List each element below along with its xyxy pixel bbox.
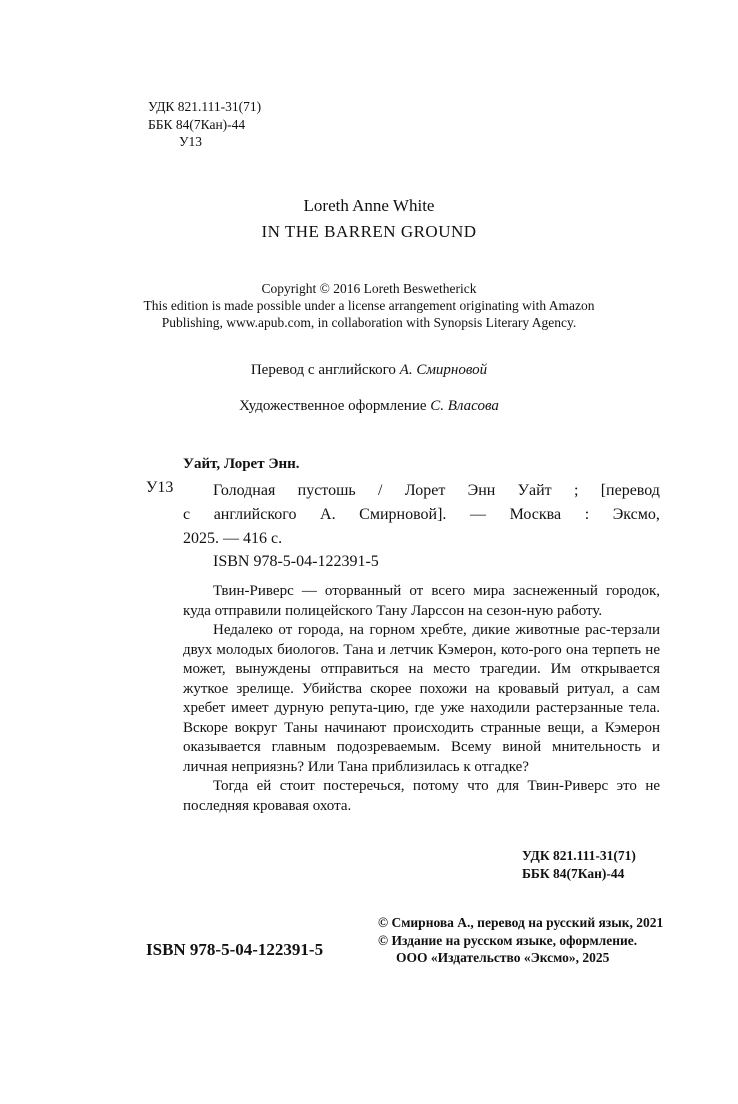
footer-udk: УДК 821.111-31(71) xyxy=(522,848,636,863)
footer-isbn: ISBN 978-5-04-122391-5 xyxy=(146,940,324,959)
classification-block xyxy=(148,98,261,151)
bib-word: / xyxy=(378,482,383,499)
bib-word: Смирновой]. xyxy=(359,506,447,523)
footer-classification xyxy=(522,847,636,882)
bib-word: Голодная xyxy=(213,482,276,499)
bibliographic-heading: Уайт, Лорет Энн. xyxy=(183,456,300,472)
copyright-line: This edition is made possible under a license arrangement originating with Amazon xyxy=(143,298,595,313)
copyright-line: © Смирнова А., перевод на русский язык, 2021 xyxy=(378,915,664,930)
footer-bbk: ББК 84(7Кан)-44 xyxy=(522,865,625,881)
bibliographic-description xyxy=(183,479,660,551)
artist-name: С. Власова xyxy=(430,398,499,414)
footer-copyright xyxy=(378,914,663,967)
bib-word: Эксмо, xyxy=(612,506,660,523)
annotation-paragraph: Недалеко от города, на горном хребте, дикие животные рас-терзали двух молодых биологов. Тана и летчик Кэмерон, кото-рого она терпеть не может, вынуждены отправиться на место трагедии. Им открывается жуткое зрелище. Убийства скорее похожи на кровавый ритуал, а сам хребет имеет дурную репута-цию, где уже находили растерзанные тела. Вскоре вокруг Таны начинают происходить странные вещи, а Кэмерон оказывается главным подозреваемым. Всему виной мнительность и личная неприязнь? Или Тана приблизилась к отгадке? xyxy=(183,622,660,775)
copyright-line: ООО «Издательство «Эксмо», 2025 xyxy=(396,950,610,965)
bib-word: — xyxy=(470,506,486,523)
copyright-line: Copyright © 2016 Loreth Beswetherick xyxy=(261,281,477,296)
bib-word: А. xyxy=(320,506,336,523)
udk-code: УДК 821.111-31(71) xyxy=(148,99,262,114)
original-author: Loreth Anne White xyxy=(303,196,435,215)
annotation-paragraph: Тогда ей стоит постеречься, потому что для Твин-Риверс это не последняя кровавая охота. xyxy=(183,778,660,814)
bib-word: Энн xyxy=(467,482,496,499)
bib-line: 2025. — 416 с. xyxy=(183,530,283,547)
original-copyright xyxy=(0,280,738,331)
bib-word: с xyxy=(183,506,191,523)
bib-line xyxy=(183,479,660,503)
bib-word: пустошь xyxy=(297,482,356,499)
original-title: IN THE BARREN GROUND xyxy=(261,222,477,241)
copyright-line: Publishing, www.apub.com, in collaboration with Synopsis Literary Agency. xyxy=(161,315,577,330)
isbn-main: ISBN 978-5-04-122391-5 xyxy=(213,553,379,570)
bib-word: Уайт xyxy=(517,482,552,499)
bib-word: : xyxy=(584,506,590,523)
bib-word: Лорет xyxy=(404,482,446,499)
bib-line xyxy=(183,503,660,527)
bib-word: Москва xyxy=(509,506,562,523)
art-label: Художественное оформление xyxy=(239,398,427,414)
bib-word: английского xyxy=(213,506,297,523)
translator-credit xyxy=(0,362,738,379)
translator-name: А. Смирновой xyxy=(399,362,488,378)
annotation-paragraph: Твин-Риверс — оторванный от всего мира заснеженный городок, куда отправили полицейского Тану Ларссон на сезон-ную работу. xyxy=(183,583,660,619)
annotation xyxy=(183,582,660,816)
copyright-line: © Издание на русском языке, оформление. xyxy=(378,932,638,948)
author-sign: У13 xyxy=(179,134,203,149)
bib-word: [перевод xyxy=(600,482,660,499)
bbk-code: ББК 84(7Кан)-44 xyxy=(148,116,246,132)
translation-label: Перевод с английского xyxy=(250,362,396,378)
bibliographic-code: У13 xyxy=(146,479,174,496)
bib-word: ; xyxy=(573,482,579,499)
artist-credit xyxy=(0,398,738,415)
